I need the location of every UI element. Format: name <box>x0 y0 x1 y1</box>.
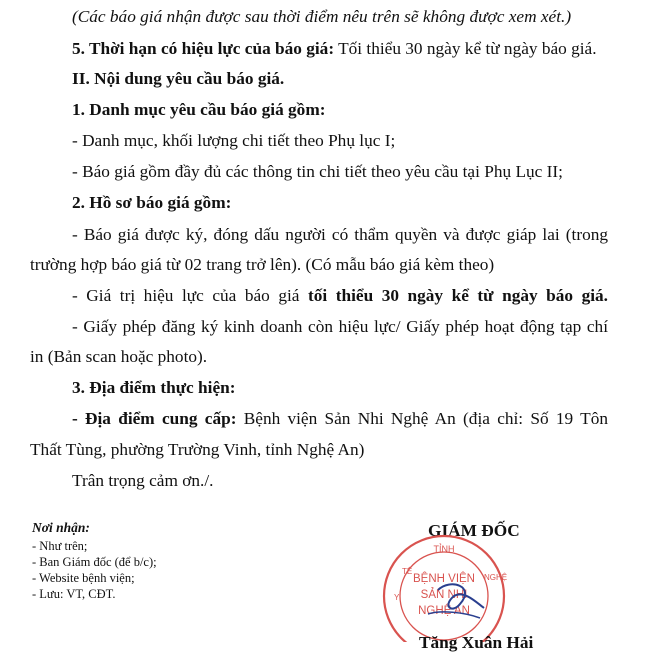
subsection-1-item-1: - Danh mục, khối lượng chi tiết theo Phụ lục I; <box>72 131 396 150</box>
recipient-item-1: - Như trên; <box>32 539 88 553</box>
subsection-3-title: 3. Địa điểm thực hiện: <box>72 378 236 397</box>
closing-line: Trân trọng cảm ơn./. <box>72 471 214 490</box>
validity-label: 5. Thời hạn có hiệu lực của báo giá: <box>72 39 335 58</box>
subsection-2-item-1a: - Báo giá được ký, đóng dấu người có thẩm quyền và được giáp lai (trong <box>72 225 608 244</box>
subsection-2-item-1b: trường hợp báo giá từ 02 trang trở lên). (Có mẫu báo giá kèm theo) <box>30 255 495 274</box>
validity-text: Tối thiểu 30 ngày kể từ ngày báo giá. <box>334 39 597 58</box>
validity-line <box>72 38 597 60</box>
location-text-a: Bệnh viện Sản Nhi Nghệ An (địa chỉ: Số 19 Tôn <box>236 409 608 428</box>
recipient-item-2: - Ban Giám đốc (để b/c); <box>32 555 157 569</box>
subsection-1-title: 1. Danh mục yêu cầu báo giá gồm: <box>72 100 326 119</box>
svg-text:TỈNH: TỈNH <box>433 544 455 554</box>
recipient-item-4: - Lưu: VT, CĐT. <box>32 587 116 601</box>
note-line: (Các báo giá nhận được sau thời điểm nêu trên sẽ không được xem xét.) <box>72 7 572 26</box>
recipients-title: Nơi nhận: <box>32 520 90 535</box>
subsection-2-title: 2. Hồ sơ báo giá gồm: <box>72 193 232 212</box>
subsection-2-item-3a: - Giấy phép đăng ký kinh doanh còn hiệu lực/ Giấy phép hoạt động tạp chí <box>72 317 608 336</box>
recipient-item-3: - Website bệnh viện; <box>32 571 135 585</box>
section-2-title: II. Nội dung yêu cầu báo giá. <box>72 69 285 88</box>
svg-text:Y: Y <box>394 593 400 602</box>
subsection-3-line-b: Thất Tùng, phường Trường Vinh, tỉnh Nghệ An) <box>30 440 365 459</box>
svg-text:TẾ: TẾ <box>402 567 413 576</box>
svg-text:SẢN NHI: SẢN NHI <box>420 589 468 601</box>
svg-text:BỆNH VIỆN: BỆNH VIỆN <box>413 573 475 585</box>
svg-text:NGHỆ: NGHỆ <box>484 573 508 582</box>
location-label: - Địa điểm cung cấp: <box>72 409 237 428</box>
signer-name: Tăng Xuân Hải <box>419 633 534 652</box>
hospital-stamp-icon <box>380 530 508 642</box>
subsection-1-item-2: - Báo giá gồm đầy đủ các thông tin chi tiết theo yêu cầu tại Phụ Lục II; <box>72 162 563 181</box>
item-2-bold: tối thiểu 30 ngày kể từ ngày báo giá. <box>308 286 608 305</box>
svg-text:NGHỆ AN: NGHỆ AN <box>418 605 470 617</box>
signature-title: GIÁM ĐỐC <box>428 521 520 540</box>
subsection-2-item-3b: in (Bản scan hoặc photo). <box>30 347 208 366</box>
subsection-2-item-2 <box>72 285 608 307</box>
subsection-3-line-a <box>72 408 608 430</box>
item-2-prefix: - Giá trị hiệu lực của báo giá <box>72 286 308 305</box>
